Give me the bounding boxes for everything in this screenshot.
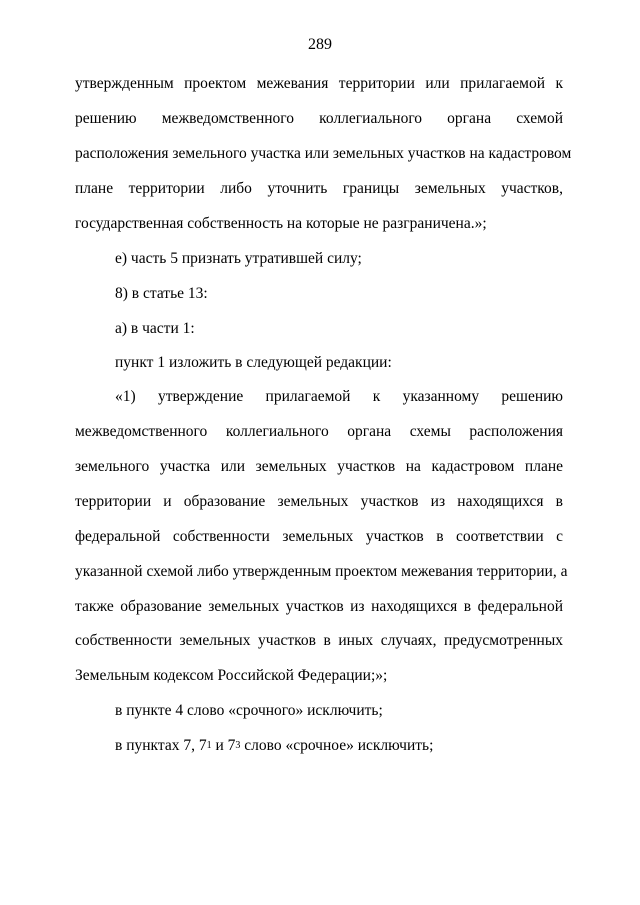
paragraph-line: в пункте 4 слово «срочного» исключить; [115,702,383,719]
text-line: расположения земельного участка или земельных участков на кадастровом [75,145,572,162]
text-fragment: слово «срочное» исключить; [240,737,434,754]
text-line: межведомственного коллегиального органа схемы расположения [75,423,563,440]
text-line: собственности земельных участков в иных случаях, предусмотренных [75,632,563,649]
page-number: 289 [308,36,332,53]
superscript: 3 [235,740,241,751]
text-line: государственная собственность на которые не разграничена.»; [75,215,487,232]
text-line: земельного участка или земельных участков на кадастровом плане [75,458,563,475]
text-line: также образование земельных участков из находящихся в федеральной [75,598,563,615]
text-fragment: и 7 [211,737,236,754]
text-line: территории и образование земельных участков из находящихся в [75,493,563,510]
text-line: федеральной собственности земельных участков в соответствии с [75,528,563,545]
text-line: решению межведомственного коллегиального органа схемой [75,110,563,127]
text-line: плане территории либо уточнить границы земельных участков, [75,180,563,197]
text-line: Земельным кодексом Российской Федерации;»; [75,667,388,684]
text-line: указанной схемой либо утвержденным проектом межевания территории, а [75,563,568,580]
paragraph-line: «1) утверждение прилагаемой к указанному решению [115,388,563,405]
paragraph-line: 8) в статье 13: [115,285,208,302]
paragraph-line: а) в части 1: [115,320,195,337]
paragraph-line: е) часть 5 признать утратившей силу; [115,250,362,267]
text-line: утвержденным проектом межевания территории или прилагаемой к [75,75,563,92]
superscript: 1 [206,740,212,751]
paragraph-line: пункт 1 изложить в следующей редакции: [115,354,392,371]
text-fragment: в пунктах 7, 7 [115,737,207,754]
paragraph-line-with-superscripts [115,737,563,755]
